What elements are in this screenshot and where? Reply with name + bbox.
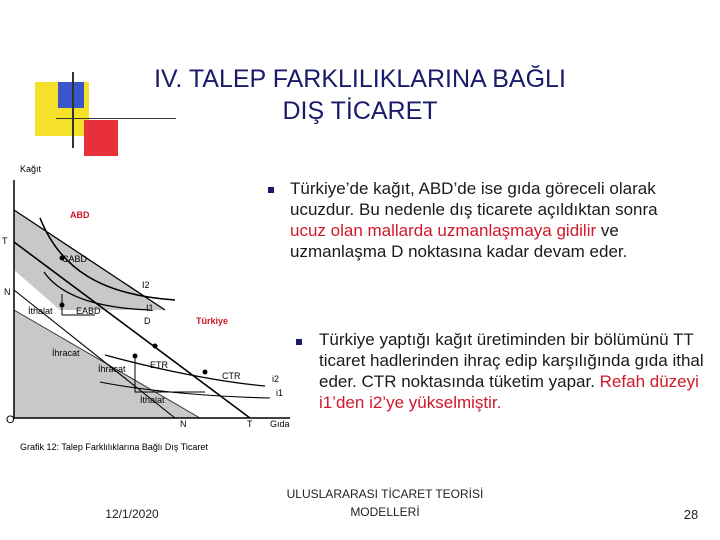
footer-center-line1: ULUSLARARASI TİCARET TEORİSİ (286, 487, 484, 501)
point-c-tr (203, 370, 208, 375)
turkey-label: Türkiye (196, 316, 229, 326)
point-e-abd (60, 303, 65, 308)
i2-lower-label: i2 (272, 374, 280, 384)
n-bottom-label: N (180, 419, 187, 429)
footer-date: 12/1/2020 (105, 507, 159, 521)
footer-page-number: 28 (683, 507, 699, 522)
x-axis-label: Gıda (270, 419, 290, 429)
bullet-text-1 (290, 178, 680, 262)
e-abd-label: EABD (76, 306, 101, 316)
bullet-marker-1 (268, 187, 274, 193)
page-title-line2: DIŞ TİCARET (282, 97, 438, 125)
diagram-caption: Grafik 12: Talep Farklılıklarına Bağlı Dış Ticaret (20, 442, 208, 452)
page-title-line1: IV. TALEP FARKLILIKLARINA BAĞLI (154, 65, 566, 93)
bullet-marker-2 (296, 339, 302, 345)
y-axis-label: Kağıt (20, 164, 42, 174)
footer-center-line2: MODELLERİ (350, 505, 420, 519)
n-left-label: N (4, 287, 11, 297)
d-label: D (144, 316, 151, 326)
i1-upper-label: I1 (146, 303, 154, 313)
i1-lower-label: i1 (276, 388, 284, 398)
t-bottom-label: T (247, 419, 253, 429)
i2-upper-label: I2 (142, 280, 150, 290)
e-tr-label: ETR (150, 360, 168, 370)
c-tr-label: CTR (222, 371, 241, 381)
ihracat-1-label: İhracat (52, 348, 80, 358)
point-d (153, 344, 158, 349)
bullet2-part1: Türkiye yaptığı kağıt üretiminden bir bölümünü TT ticaret hadlerinden ihraç edip karşılığında gıda ithal eder. CTR noktasında tüketim yapar. (319, 330, 704, 391)
bullet-text-2 (319, 329, 716, 413)
ihracat-2-label: İhracat (98, 364, 126, 374)
bullet1-highlight: ucuz olan mallarda uzmanlaşmaya gidilir (290, 221, 597, 240)
ithalat-1-label: İthalat (28, 306, 53, 316)
origin-label: O (6, 414, 15, 426)
bullet1-part3: ve uzmanlaşma D noktasına kadar devam eder. (290, 221, 628, 261)
bullet1-part1: Türkiye’de kağıt, ABD’de ise gıda göreceli olarak ucuzdur. Bu nedenle dış ticarete açıldıktan sonra (290, 179, 658, 219)
c-abd-label: CABD (62, 254, 88, 264)
usa-label: ABD (70, 210, 90, 220)
ithalat-2-label: İthalat (140, 395, 165, 405)
point-e-tr (133, 354, 138, 359)
bullet2-highlight: Refah düzeyi i1’den i2’ye yükselmiştir. (319, 372, 699, 412)
t-top-label: T (2, 236, 8, 246)
